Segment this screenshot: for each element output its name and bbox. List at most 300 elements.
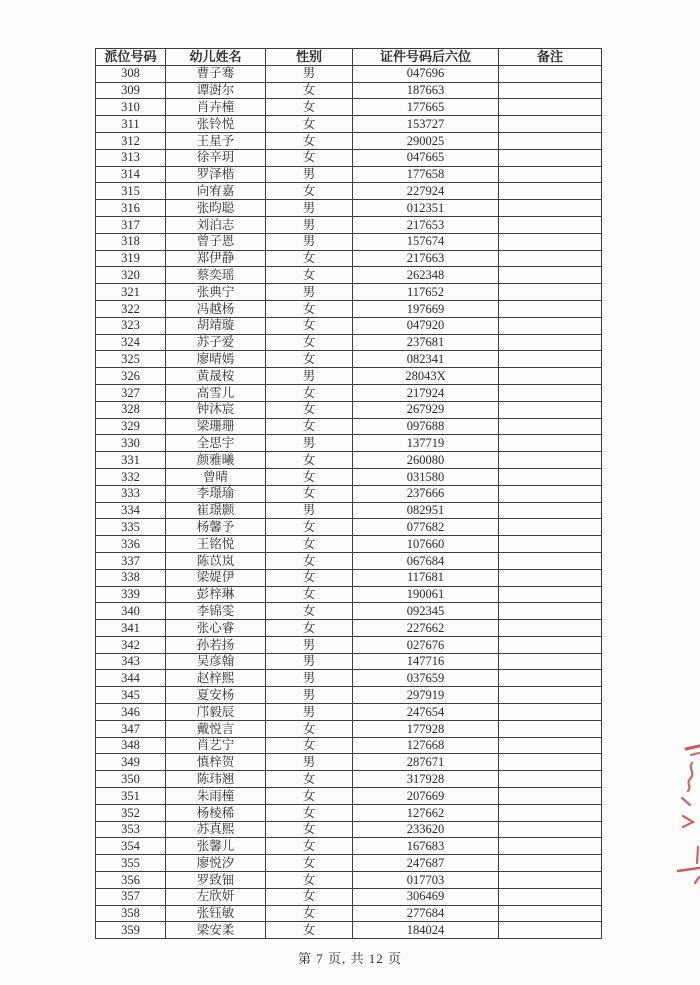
cell-remarks [499,670,602,687]
cell-child-name: 彭梓琳 [166,586,266,603]
cell-gender: 男 [266,284,353,301]
cell-allocation-number: 326 [96,368,166,385]
table-row [96,888,602,905]
cell-child-name: 陈玮翘 [166,771,266,788]
cell-id-last-six: 207669 [353,788,499,805]
cell-allocation-number: 345 [96,687,166,704]
cell-id-last-six: 267929 [353,401,499,418]
cell-child-name: 王星予 [166,132,266,149]
table-row [96,636,602,653]
cell-id-last-six: 297919 [353,687,499,704]
table-row [96,519,602,536]
table-row [96,200,602,217]
cell-id-last-six: 097688 [353,418,499,435]
cell-child-name: 张昀聪 [166,200,266,217]
allocation-table [95,48,602,939]
cell-remarks [499,149,602,166]
cell-allocation-number: 349 [96,754,166,771]
cell-gender: 女 [266,485,353,502]
cell-gender: 女 [266,922,353,939]
cell-child-name: 廖晴嫣 [166,351,266,368]
cell-gender: 女 [266,872,353,889]
cell-gender: 男 [266,502,353,519]
cell-id-last-six: 117652 [353,284,499,301]
cell-allocation-number: 321 [96,284,166,301]
cell-remarks [499,334,602,351]
cell-remarks [499,485,602,502]
table-row [96,905,602,922]
cell-allocation-number: 322 [96,300,166,317]
cell-gender: 女 [266,855,353,872]
cell-remarks [499,788,602,805]
table-row [96,300,602,317]
cell-gender: 女 [266,905,353,922]
cell-remarks [499,653,602,670]
cell-child-name: 冯越杨 [166,300,266,317]
cell-child-name: 邝毅辰 [166,704,266,721]
cell-allocation-number: 354 [96,838,166,855]
cell-allocation-number: 328 [96,401,166,418]
table-row [96,368,602,385]
cell-gender: 女 [266,788,353,805]
cell-allocation-number: 311 [96,116,166,133]
cell-allocation-number: 312 [96,132,166,149]
table-row [96,82,602,99]
cell-remarks [499,368,602,385]
table-row [96,704,602,721]
cell-remarks [499,216,602,233]
table-row [96,821,602,838]
cell-allocation-number: 313 [96,149,166,166]
cell-remarks [499,536,602,553]
table-row [96,468,602,485]
cell-id-last-six: 237666 [353,485,499,502]
cell-allocation-number: 317 [96,216,166,233]
cell-child-name: 苏子爱 [166,334,266,351]
cell-allocation-number: 339 [96,586,166,603]
table-row [96,166,602,183]
table-row [96,838,602,855]
cell-allocation-number: 353 [96,821,166,838]
cell-allocation-number: 308 [96,65,166,82]
table-row [96,653,602,670]
cell-remarks [499,300,602,317]
cell-allocation-number: 356 [96,872,166,889]
cell-remarks [499,267,602,284]
cell-id-last-six: 167683 [353,838,499,855]
cell-remarks [499,586,602,603]
table-row [96,788,602,805]
cell-id-last-six: 197669 [353,300,499,317]
cell-child-name: 张典宁 [166,284,266,301]
cell-child-name: 孙若扬 [166,636,266,653]
cell-id-last-six: 262348 [353,267,499,284]
cell-remarks [499,922,602,939]
cell-allocation-number: 357 [96,888,166,905]
cell-gender: 女 [266,300,353,317]
cell-child-name: 杨棱稀 [166,804,266,821]
cell-gender: 男 [266,200,353,217]
cell-allocation-number: 340 [96,603,166,620]
cell-allocation-number: 316 [96,200,166,217]
cell-gender: 女 [266,569,353,586]
cell-id-last-six: 027676 [353,636,499,653]
cell-child-name: 蔡奕瑶 [166,267,266,284]
cell-remarks [499,132,602,149]
cell-remarks [499,720,602,737]
col-header-child-name: 幼儿姓名 [166,49,266,66]
cell-gender: 男 [266,687,353,704]
cell-id-last-six: 012351 [353,200,499,217]
cell-remarks [499,99,602,116]
cell-allocation-number: 324 [96,334,166,351]
table-row [96,351,602,368]
cell-id-last-six: 157674 [353,233,499,250]
cell-gender: 男 [266,216,353,233]
table-row [96,872,602,889]
cell-gender: 女 [266,821,353,838]
cell-child-name: 曾晴 [166,468,266,485]
cell-gender: 女 [266,334,353,351]
table-row [96,250,602,267]
red-handwriting-marks [676,743,700,888]
cell-gender: 女 [266,804,353,821]
cell-id-last-six: 190061 [353,586,499,603]
cell-remarks [499,888,602,905]
cell-remarks [499,821,602,838]
cell-child-name: 吴彦翰 [166,653,266,670]
col-header-id-last-six: 证件号码后六位 [353,49,499,66]
table-row [96,804,602,821]
cell-allocation-number: 335 [96,519,166,536]
table-row [96,502,602,519]
cell-allocation-number: 336 [96,536,166,553]
table-row [96,216,602,233]
cell-id-last-six: 217653 [353,216,499,233]
table-row [96,754,602,771]
cell-gender: 女 [266,620,353,637]
cell-child-name: 全思宇 [166,435,266,452]
cell-child-name: 刘泊志 [166,216,266,233]
cell-child-name: 王铭悦 [166,536,266,553]
cell-child-name: 胡靖璇 [166,317,266,334]
cell-allocation-number: 330 [96,435,166,452]
cell-gender: 男 [266,65,353,82]
cell-gender: 女 [266,771,353,788]
cell-id-last-six: 233620 [353,821,499,838]
cell-allocation-number: 338 [96,569,166,586]
cell-remarks [499,284,602,301]
table-row [96,855,602,872]
cell-child-name: 肖卉橦 [166,99,266,116]
cell-gender: 男 [266,368,353,385]
cell-remarks [499,317,602,334]
cell-gender: 女 [266,82,353,99]
cell-allocation-number: 327 [96,384,166,401]
table-row [96,670,602,687]
cell-gender: 女 [266,132,353,149]
cell-gender: 女 [266,888,353,905]
cell-allocation-number: 333 [96,485,166,502]
cell-allocation-number: 331 [96,452,166,469]
table-row [96,384,602,401]
cell-allocation-number: 334 [96,502,166,519]
cell-child-name: 慎梓贺 [166,754,266,771]
table-row [96,569,602,586]
table-row [96,418,602,435]
col-header-remarks: 备注 [499,49,602,66]
cell-id-last-six: 137719 [353,435,499,452]
table-row [96,435,602,452]
cell-child-name: 曹子骞 [166,65,266,82]
cell-id-last-six: 082341 [353,351,499,368]
table-row [96,771,602,788]
cell-child-name: 梁安柔 [166,922,266,939]
cell-gender: 男 [266,670,353,687]
cell-gender: 女 [266,183,353,200]
cell-gender: 女 [266,116,353,133]
cell-allocation-number: 350 [96,771,166,788]
cell-allocation-number: 341 [96,620,166,637]
cell-child-name: 肖艺宁 [166,737,266,754]
cell-id-last-six: 082951 [353,502,499,519]
cell-child-name: 陈苡岚 [166,552,266,569]
cell-allocation-number: 310 [96,99,166,116]
cell-gender: 男 [266,435,353,452]
cell-allocation-number: 320 [96,267,166,284]
table-row [96,922,602,939]
cell-gender: 女 [266,267,353,284]
cell-remarks [499,804,602,821]
cell-id-last-six: 077682 [353,519,499,536]
cell-id-last-six: 031580 [353,468,499,485]
cell-id-last-six: 277684 [353,905,499,922]
cell-id-last-six: 227924 [353,183,499,200]
cell-child-name: 梁珊珊 [166,418,266,435]
cell-child-name: 谭澍尔 [166,82,266,99]
cell-id-last-six: 177928 [353,720,499,737]
cell-remarks [499,620,602,637]
cell-gender: 女 [266,250,353,267]
table-row [96,687,602,704]
table-row [96,603,602,620]
cell-child-name: 郑伊静 [166,250,266,267]
cell-id-last-six: 147716 [353,653,499,670]
table-row [96,485,602,502]
cell-remarks [499,552,602,569]
cell-remarks [499,603,602,620]
table-row [96,536,602,553]
table-row [96,149,602,166]
cell-remarks [499,183,602,200]
cell-gender: 女 [266,468,353,485]
cell-id-last-six: 047696 [353,65,499,82]
cell-allocation-number: 346 [96,704,166,721]
cell-child-name: 廖悦汐 [166,855,266,872]
cell-gender: 女 [266,149,353,166]
table-row [96,552,602,569]
cell-allocation-number: 315 [96,183,166,200]
cell-gender: 男 [266,166,353,183]
cell-remarks [499,754,602,771]
cell-remarks [499,351,602,368]
cell-remarks [499,905,602,922]
cell-gender: 女 [266,452,353,469]
cell-id-last-six: 017703 [353,872,499,889]
col-header-gender: 性别 [266,49,353,66]
cell-child-name: 张铃悦 [166,116,266,133]
cell-allocation-number: 355 [96,855,166,872]
cell-child-name: 杨馨予 [166,519,266,536]
cell-remarks [499,636,602,653]
cell-remarks [499,452,602,469]
table-row [96,284,602,301]
cell-allocation-number: 343 [96,653,166,670]
cell-remarks [499,65,602,82]
cell-gender: 女 [266,384,353,401]
cell-remarks [499,166,602,183]
cell-allocation-number: 332 [96,468,166,485]
table-row [96,737,602,754]
cell-child-name: 李锦雯 [166,603,266,620]
table-row [96,267,602,284]
cell-gender: 女 [266,351,353,368]
cell-id-last-six: 117681 [353,569,499,586]
cell-gender: 男 [266,233,353,250]
cell-id-last-six: 247687 [353,855,499,872]
cell-remarks [499,418,602,435]
cell-gender: 女 [266,586,353,603]
cell-child-name: 罗致钿 [166,872,266,889]
cell-remarks [499,82,602,99]
cell-child-name: 罗泽楷 [166,166,266,183]
cell-remarks [499,200,602,217]
cell-gender: 女 [266,418,353,435]
cell-allocation-number: 337 [96,552,166,569]
cell-gender: 女 [266,317,353,334]
cell-child-name: 颜雅曦 [166,452,266,469]
cell-allocation-number: 318 [96,233,166,250]
cell-remarks [499,384,602,401]
table-row [96,99,602,116]
cell-child-name: 曾子恩 [166,233,266,250]
table-row [96,452,602,469]
cell-id-last-six: 153727 [353,116,499,133]
cell-id-last-six: 237681 [353,334,499,351]
cell-child-name: 李璟瑜 [166,485,266,502]
cell-remarks [499,401,602,418]
cell-allocation-number: 314 [96,166,166,183]
cell-allocation-number: 344 [96,670,166,687]
cell-id-last-six: 260080 [353,452,499,469]
cell-gender: 女 [266,99,353,116]
cell-child-name: 高雪儿 [166,384,266,401]
cell-allocation-number: 309 [96,82,166,99]
cell-remarks [499,704,602,721]
table-row [96,65,602,82]
table-row [96,620,602,637]
cell-child-name: 张心睿 [166,620,266,637]
table-row [96,132,602,149]
cell-child-name: 崔璟颢 [166,502,266,519]
cell-id-last-six: 067684 [353,552,499,569]
cell-allocation-number: 352 [96,804,166,821]
cell-id-last-six: 127662 [353,804,499,821]
cell-child-name: 张馨儿 [166,838,266,855]
cell-child-name: 向宥嘉 [166,183,266,200]
page-number: 第 7 页, 共 12 页 [297,951,402,966]
cell-gender: 女 [266,720,353,737]
cell-gender: 女 [266,519,353,536]
cell-id-last-six: 217663 [353,250,499,267]
table-row [96,116,602,133]
cell-id-last-six: 306469 [353,888,499,905]
cell-id-last-six: 127668 [353,737,499,754]
table-row [96,586,602,603]
cell-id-last-six: 047920 [353,317,499,334]
cell-allocation-number: 348 [96,737,166,754]
cell-allocation-number: 325 [96,351,166,368]
cell-gender: 女 [266,536,353,553]
cell-child-name: 张钰敏 [166,905,266,922]
cell-id-last-six: 092345 [353,603,499,620]
cell-remarks [499,569,602,586]
cell-remarks [499,838,602,855]
cell-allocation-number: 342 [96,636,166,653]
cell-gender: 男 [266,653,353,670]
cell-remarks [499,737,602,754]
cell-child-name: 黄晟桉 [166,368,266,385]
cell-child-name: 徐辛玥 [166,149,266,166]
cell-remarks [499,250,602,267]
table-row [96,334,602,351]
cell-remarks [499,502,602,519]
table-row [96,401,602,418]
cell-gender: 男 [266,636,353,653]
table-body [96,65,602,938]
cell-gender: 女 [266,552,353,569]
cell-allocation-number: 359 [96,922,166,939]
cell-id-last-six: 290025 [353,132,499,149]
cell-id-last-six: 047665 [353,149,499,166]
cell-allocation-number: 319 [96,250,166,267]
cell-id-last-six: 187663 [353,82,499,99]
cell-allocation-number: 323 [96,317,166,334]
cell-id-last-six: 037659 [353,670,499,687]
cell-id-last-six: 177658 [353,166,499,183]
cell-gender: 女 [266,401,353,418]
cell-id-last-six: 247654 [353,704,499,721]
table-row [96,317,602,334]
cell-child-name: 钟沐宸 [166,401,266,418]
cell-allocation-number: 351 [96,788,166,805]
table-row [96,233,602,250]
cell-allocation-number: 329 [96,418,166,435]
cell-remarks [499,872,602,889]
cell-child-name: 朱雨橦 [166,788,266,805]
cell-id-last-six: 107660 [353,536,499,553]
cell-child-name: 左欣妍 [166,888,266,905]
cell-allocation-number: 358 [96,905,166,922]
cell-gender: 男 [266,704,353,721]
cell-remarks [499,519,602,536]
cell-remarks [499,233,602,250]
cell-remarks [499,771,602,788]
cell-allocation-number: 347 [96,720,166,737]
cell-gender: 女 [266,603,353,620]
cell-gender: 女 [266,838,353,855]
table-header-row [96,49,602,66]
